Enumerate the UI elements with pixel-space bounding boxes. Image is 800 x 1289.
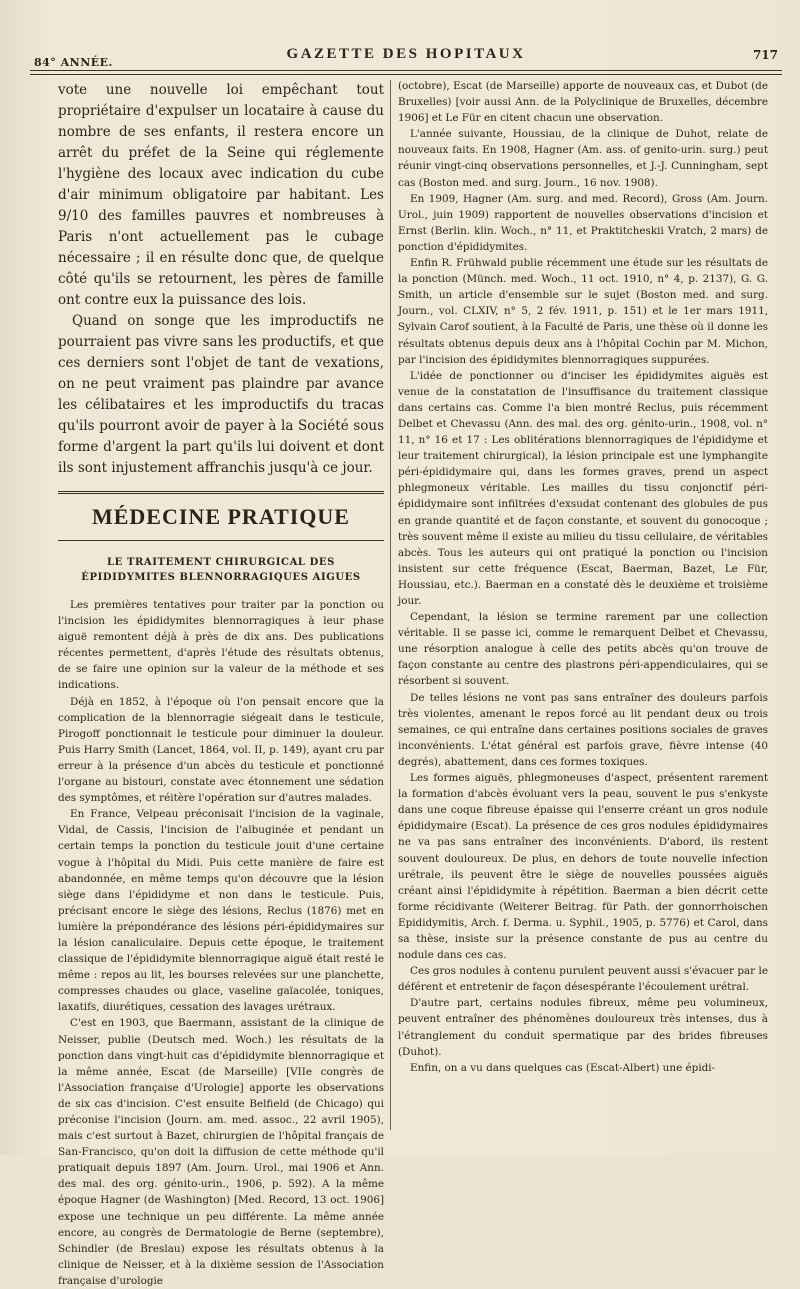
page-number: 717 bbox=[752, 48, 778, 62]
article-title: LE TRAITEMENT CHIRURGICAL DES ÉPIDIDYMITES BLENNORRAGIQUES AIGUES bbox=[81, 557, 361, 583]
header-rule bbox=[30, 70, 782, 71]
paragraph: Les formes aiguës, phlegmoneuses d'aspect, présentent rarement la formation d'abcès évoluant vers la peau, souvent le pus s'enkyste dans une coque fibreuse épaisse qui l'enserre créant un gros nodule épididymaire (Escat). La présence de ces gros nodules épididymaires ne va pas sans entraîner des inconvénients. D'abord, ils restent souvent douloureux. De plus, en dehors de toute nouvelle infection urétrale, ils peuvent être le siège de nouvelles poussées aiguës créant ainsi l'épididymite à répétition. Baerman a bien décrit cette forme récidivante (Weiterer Beitrag. für Path. der gonnorrhoischen Epididymitis, Arch. f. Derma. u. Syphil., 1905, p. 5776) et Carol, dans sa thèse, insiste sur la présence constante de pus au centre du nodule dans ces cas. bbox=[398, 772, 768, 962]
paragraph: En France, Velpeau préconisait l'incision de la vaginale, Vidal, de Cassis, l'incision de l'albuginée et pendant un certain temps la ponction du testicule jouit d'une certaine vogue à l'hôpital du Midi. Puis cette manière de faire est abandonnée, en même temps qu'on découvre que la lésion siège dans l'épididyme et non dans le testicule. Puis, précisant encore le siège des lésions, Reclus (1876) met en lumière la prépondérance des lésions péri-épididymaires sur la lésion canaliculaire. Depuis cette époque, le traitement classique de l'épididymite blennorragique aiguë était resté le même : repos au lit, les bourses relevées sur une planchette, compresses chaudes ou glace, vaseline gaïacolée, toniques, laxatifs, diurétiques, cessation des lavages urétraux. bbox=[58, 808, 384, 1014]
paragraph: Cependant, la lésion se termine rarement par une collection véritable. Il se passe ici, comme le remarquent Delbet et Chevassu, une résorption analogue à celle des petits abcès qu'on trouve de façon constante au centre des plastrons péri-appendiculaires, qui se résorbent si souvent. bbox=[398, 611, 768, 688]
section-divider bbox=[58, 491, 384, 494]
paragraph: Ces gros nodules à contenu purulent peuvent aussi s'évacuer par le déférent et entretenir de façon désespérante l'écoulement urétral. bbox=[398, 965, 768, 994]
section-title: MÉDECINE PRATIQUE bbox=[91, 504, 350, 529]
issue-label: 84° ANNÉE. bbox=[34, 56, 113, 69]
paragraph: L'idée de ponctionner ou d'inciser les épididymites aiguës est venue de la constatation de l'insuffisance du traitement classique dans certains cas. Comme l'a bien montré Reclus, puis récemment Delbet et Chevassu (Ann. des mal. des org. génito-urin., 1908, vol. n° 11, n° 16 et 17 : Les oblitérations blennorragiques de l'épididyme et leur traitement chirurgical), la lésion principale est une lymphangite péri-épididymaire qui, dans les formes graves, prend un aspect phlegmoneux véritable. Les mailles du tissu conjonctif péri-épididymaire sont infiltrées d'exsudat contenant des globules de pus en grande quantité et de façon constante, et souvent du gonocoque ; très souvent même il existe au milieu du tissu cellulaire, de véritables abcès. Tous les auteurs qui ont pratiqué la ponction ou l'incision insistent sur cette fréquence (Escat, Baerman, Bazet, Le Für, Houssiau, etc.). Baerman en a constaté dès le deuxième et troisième jour. bbox=[398, 369, 768, 607]
paragraph: vote une nouvelle loi empêchant tout propriétaire d'expulser un locataire à cause du nombre de ses enfants, il restera encore un arrêt du préfet de la Seine qui réglemente l'hygiène des locaux avec indication du cube d'air minimum obligatoire par habitant. Les 9/10 des familles pauvres et nombreuses à Paris n'ont actuellement pas le cubage nécessaire ; il en résulte donc que, de quelque côté qu'ils se retournent, les pères de famille ont contre eux la puissance des lois. bbox=[58, 82, 384, 308]
paragraph: L'année suivante, Houssiau, de la clinique de Duhot, relate de nouveaux faits. En 1908, Hagner (Am. ass. of genito-urin. surg.) peut réunir vingt-cinq observations personnelles, et J.-J. Cunningham, sept cas (Boston med. and surg. Journ., 16 nov. 1908). bbox=[398, 128, 768, 189]
right-column bbox=[398, 78, 768, 1076]
paragraph: Enfin, on a vu dans quelques cas (Escat-Albert) une épidi- bbox=[410, 1061, 716, 1074]
journal-title: GAZETTE DES HOPITAUX bbox=[286, 46, 526, 62]
title-rule bbox=[58, 540, 384, 541]
left-column bbox=[58, 80, 384, 1289]
header-rule-2 bbox=[30, 74, 782, 75]
intro-text bbox=[58, 80, 384, 479]
paragraph: En 1909, Hagner (Am. surg. and med. Record), Gross (Am. Journ. Urol., juin 1909) rapportent de nouvelles observations d'incision et Ernst (Berlin. klin. Woch., n° 11, et Praktitcheskii Vratch, 2 mars) de ponction d'épididymites. bbox=[398, 192, 768, 253]
paragraph: (octobre), Escat (de Marseille) apporte de nouveaux cas, et Dubot (de Bruxelles) [voir aussi Ann. de la Polyclinique de Bruxelles, décembre 1906] et Le Für en citent chacun une observation. bbox=[398, 80, 768, 125]
article-body bbox=[58, 597, 384, 1289]
paragraph: C'est en 1903, que Baermann, assistant de la clinique de Neisser, publie (Deutsch med. Woch.) les résultats de la ponction dans vingt-huit cas d'épididymite blennorragique et la même année, Escat (de Marseille) [VIIe congrès de l'Association française d'Urologie] apporte les observations de six cas d'incision. C'est ensuite Belfield (de Chicago) qui préconise l'incision (Journ. am. med. assoc., 22 avril 1905), mais c'est surtout à Bazet, chirurgien de l'hôpital français de San-Francisco, qu'on doit la diffusion de cette méthode qu'il pratiquait depuis 1897 (Am. Journ. Urol., mai 1906 et Ann. des mal. des org. génito-urin., 1906, p. 592). A la même époque Hagner (de Washington) [Med. Record, 13 oct. 1906] expose une technique un peu différente. La même année encore, au congrès de Dermatologie de Berne (septembre), Schindler (de Breslau) expose les résultats obtenus à la clinique de Neisser, et à la dixième session de l'Association française d'urologie bbox=[58, 1017, 384, 1287]
paragraph: Les premières tentatives pour traiter par la ponction ou l'incision les épididymites blennorragiques à leur phase aiguë remontent déjà à près de dix ans. Des publications récentes permettent, d'après l'étude des résultats obtenus, de se faire une opinion sur la valeur de la méthode et ses indications. bbox=[58, 599, 384, 692]
paragraph: Quand on songe que les improductifs ne pourraient pas vivre sans les productifs, et que ces derniers sont l'objet de tant de vexations, on ne peut vraiment pas plaindre par avance les célibataires et les improductifs du tracas qu'ils pourront avoir de payer à la Société sous forme d'argent la part qu'ils lui doivent et dont ils sont injustement affranchis jusqu'à ce jour. bbox=[58, 313, 384, 476]
paragraph: D'autre part, certains nodules fibreux, même peu volumineux, peuvent entraîner des phénomènes douloureux très intenses, dus à l'étranglement du conduit spermatique par des brides fibreuses (Duhot). bbox=[398, 997, 768, 1058]
paragraph: Déjà en 1852, à l'époque où l'on pensait encore que la complication de la blennorragie siégeait dans le testicule, Pirogoff ponctionnait le testicule pour diminuer la douleur. Puis Harry Smith (Lancet, 1864, vol. II, p. 149), ayant cru par erreur à la présence d'un abcès du testicule et ponctionné l'organe au bistouri, constate avec étonnement une sédation des symptômes, et réitère l'opération sur d'autres malades. bbox=[58, 695, 384, 805]
paragraph: De telles lésions ne vont pas sans entraîner des douleurs parfois très violentes, amenant le repos forcé au lit pendant deux ou trois semaines, ce qui entraîne dans certaines positions sociales de graves inconvénients. L'état général est parfois grave, fièvre intense (40 degrés), abattement, dans ces formes toxiques. bbox=[398, 691, 768, 768]
column-divider bbox=[390, 80, 391, 1130]
paragraph: Enfin R. Frühwald publie récemment une étude sur les résultats de la ponction (Münch. med. Woch., 11 oct. 1910, n° 4, p. 2137), G. G. Smith, un article d'ensemble sur le sujet (Boston med. and surg. Journ., vol. CLXIV, n° 5, 2 fév. 1911, p. 151) et le 1er mars 1911, Sylvain Carof soutient, à la Faculté de Paris, une thèse où il donne les résultats obtenus depuis deux ans à l'hôpital Cochin par M. Michon, par l'incision des épididymites blennorragiques suppurées. bbox=[398, 257, 768, 366]
page-header bbox=[30, 40, 782, 72]
